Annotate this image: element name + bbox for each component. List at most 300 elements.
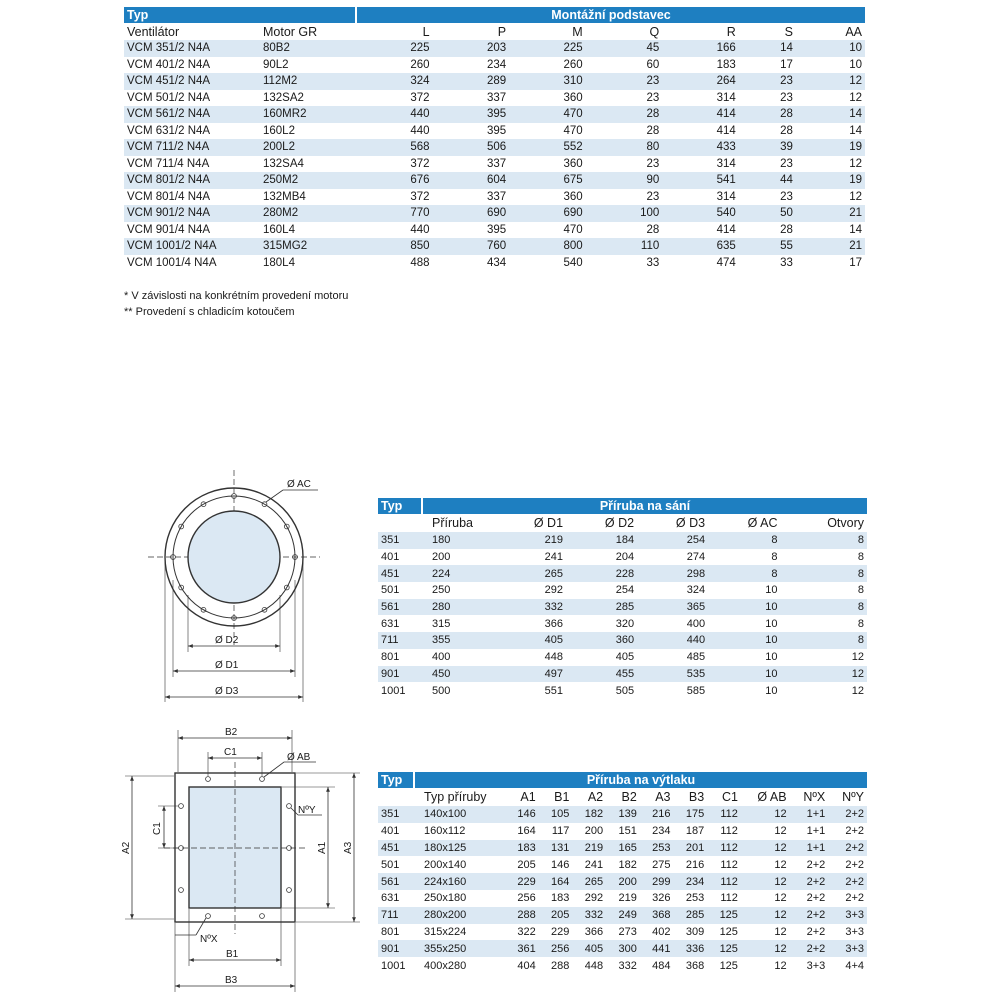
mounting-base-rows — [124, 40, 865, 271]
table-cell: 112 — [707, 840, 741, 857]
table-cell: 3+3 — [828, 907, 867, 924]
table-cell: 23 — [739, 189, 796, 206]
table-cell: 365 — [637, 599, 708, 616]
table-cell: 2+2 — [828, 840, 867, 857]
table-cell: 360 — [509, 90, 586, 107]
column-header: P — [433, 23, 510, 40]
column-header: Q — [586, 23, 663, 40]
column-header-row — [124, 23, 865, 40]
bolt-hole — [260, 914, 265, 919]
table-cell: 337 — [433, 156, 510, 173]
table-cell: 351 — [378, 532, 422, 549]
table-cell: 265 — [495, 565, 566, 582]
bolt-holes — [171, 494, 298, 621]
table-cell: 288 — [505, 907, 539, 924]
table-cell: 2+2 — [828, 873, 867, 890]
table-cell: 28 — [586, 222, 663, 239]
table-cell: 201 — [674, 840, 708, 857]
table-cell: 14 — [796, 222, 865, 239]
table-cell: 395 — [433, 222, 510, 239]
table-cell: 254 — [637, 532, 708, 549]
table-group-header: Příruba na výtlaku — [414, 772, 867, 788]
table-cell: 216 — [674, 856, 708, 873]
table-cell: 260 — [509, 57, 586, 74]
table-cell: 360 — [509, 189, 586, 206]
bolt-hole — [179, 888, 184, 893]
table-cell: 12 — [741, 890, 790, 907]
column-header-row — [378, 788, 867, 806]
table-cell: 2+2 — [828, 823, 867, 840]
table-cell: 440 — [356, 123, 433, 140]
table-group-header: Montážní podstavec — [356, 7, 865, 23]
table-cell: 140x100 — [414, 806, 505, 823]
table-cell: 14 — [796, 106, 865, 123]
table-cell: VCM 1001/4 N4A — [124, 255, 260, 272]
table-cell: 434 — [433, 255, 510, 272]
dimension-label: B2 — [225, 727, 238, 738]
dimension-label: Ø D1 — [215, 660, 239, 671]
table-cell: 541 — [662, 172, 739, 189]
table-cell: 400 — [422, 649, 495, 666]
column-header: Ø AC — [708, 514, 780, 532]
table-typ-header: Typ — [124, 7, 356, 23]
table-cell: 45 — [586, 40, 663, 57]
table-cell: 10 — [708, 599, 780, 616]
table-cell: 151 — [606, 823, 640, 840]
table-cell: 12 — [741, 856, 790, 873]
table-cell: 132MB4 — [260, 189, 356, 206]
table-cell: 488 — [356, 255, 433, 272]
table-row — [378, 873, 867, 890]
table-row — [378, 856, 867, 873]
table-row — [124, 139, 865, 156]
table-cell: 2+2 — [790, 940, 829, 957]
table-cell: 506 — [433, 139, 510, 156]
bolt-hole — [206, 914, 211, 919]
table-row — [124, 222, 865, 239]
table-cell: 372 — [356, 156, 433, 173]
table-cell: 631 — [378, 890, 414, 907]
table-cell: 175 — [674, 806, 708, 823]
table-cell: 112 — [707, 890, 741, 907]
table-cell: 105 — [539, 806, 573, 823]
suction-flange-rows — [378, 532, 867, 699]
table-cell: 132SA2 — [260, 90, 356, 107]
table-cell: 125 — [707, 940, 741, 957]
table-cell: 8 — [708, 565, 780, 582]
bolt-hole — [293, 555, 298, 560]
table-cell: 183 — [662, 57, 739, 74]
table-cell: 260 — [356, 57, 433, 74]
table-cell: 10 — [708, 682, 780, 699]
table-cell: 8 — [781, 582, 867, 599]
table-cell: 200 — [606, 873, 640, 890]
column-header: R — [662, 23, 739, 40]
table-row — [378, 615, 867, 632]
table-cell: 224 — [422, 565, 495, 582]
table-cell: 264 — [662, 73, 739, 90]
table-row — [124, 123, 865, 140]
column-header: A3 — [640, 788, 674, 806]
table-cell: 280 — [422, 599, 495, 616]
flange-inner-ring — [173, 496, 295, 618]
table-cell: 285 — [674, 907, 708, 924]
table-row — [378, 924, 867, 941]
table-cell: 2+2 — [828, 890, 867, 907]
table-cell: 12 — [741, 957, 790, 974]
table-row — [378, 890, 867, 907]
table-row — [378, 907, 867, 924]
column-header: A2 — [572, 788, 606, 806]
table-cell: 80 — [586, 139, 663, 156]
table-cell: 690 — [509, 205, 586, 222]
footnote: * V závislosti na konkrétním provedení motoru — [124, 290, 349, 302]
column-header: M — [509, 23, 586, 40]
table-cell: 180x125 — [414, 840, 505, 857]
table-cell: 28 — [739, 123, 796, 140]
table-cell: 184 — [566, 532, 637, 549]
table-cell: 1001 — [378, 957, 414, 974]
table-cell: 187 — [674, 823, 708, 840]
table-cell: 711 — [378, 907, 414, 924]
table-cell: 10 — [796, 40, 865, 57]
table-cell: 292 — [495, 582, 566, 599]
table-cell: 100 — [586, 205, 663, 222]
table-cell: VCM 801/4 N4A — [124, 189, 260, 206]
table-cell: 631 — [378, 615, 422, 632]
flange-outer-ring — [165, 488, 303, 626]
table-cell: 332 — [572, 907, 606, 924]
dimension-label: B1 — [226, 949, 239, 960]
table-cell: 470 — [509, 106, 586, 123]
table-cell: 28 — [586, 123, 663, 140]
table-cell: 183 — [505, 840, 539, 857]
table-cell: 395 — [433, 106, 510, 123]
table-typ-header: Typ — [378, 772, 414, 788]
table-cell: 12 — [741, 907, 790, 924]
table-cell: 711 — [378, 632, 422, 649]
table-cell: 125 — [707, 957, 741, 974]
dimension-label: Ø D3 — [215, 686, 239, 697]
table-cell: 21 — [796, 205, 865, 222]
table-cell: 405 — [566, 649, 637, 666]
table-cell: 253 — [640, 840, 674, 857]
table-cell: 366 — [572, 924, 606, 941]
rectangular-flange-drawing — [125, 730, 360, 992]
table-cell: 112 — [707, 806, 741, 823]
table-cell: 205 — [539, 907, 573, 924]
table-cell: 2+2 — [790, 890, 829, 907]
table-cell: 21 — [796, 238, 865, 255]
table-cell: 470 — [509, 123, 586, 140]
table-cell: 23 — [586, 189, 663, 206]
bolt-hole — [262, 607, 267, 612]
table-cell: 760 — [433, 238, 510, 255]
bolt-hole — [284, 585, 289, 590]
table-cell: 470 — [509, 222, 586, 239]
table-cell: 3+3 — [828, 940, 867, 957]
table-row — [124, 90, 865, 107]
table-cell: 132SA4 — [260, 156, 356, 173]
column-header: Ø D1 — [495, 514, 566, 532]
table-cell: 280x200 — [414, 907, 505, 924]
column-header: B2 — [606, 788, 640, 806]
table-cell: 315 — [422, 615, 495, 632]
table-cell: 440 — [637, 632, 708, 649]
bolt-hole — [179, 846, 184, 851]
table-cell: 451 — [378, 565, 422, 582]
table-cell: 8 — [781, 615, 867, 632]
table-cell: 90 — [586, 172, 663, 189]
table-cell: 12 — [781, 649, 867, 666]
table-cell: 33 — [739, 255, 796, 272]
table-cell: 10 — [708, 632, 780, 649]
dimension-label: Ø D2 — [215, 635, 239, 646]
table-cell: 2+2 — [790, 873, 829, 890]
table-cell: 12 — [741, 924, 790, 941]
table-cell: 402 — [640, 924, 674, 941]
table-cell: 12 — [781, 682, 867, 699]
table-cell: 300 — [606, 940, 640, 957]
table-cell: 250M2 — [260, 172, 356, 189]
table-cell: 60 — [586, 57, 663, 74]
table-cell: 180L4 — [260, 255, 356, 272]
table-cell: 55 — [739, 238, 796, 255]
table-cell: 561 — [378, 599, 422, 616]
flange-outer-frame — [175, 773, 295, 922]
table-cell: 337 — [433, 189, 510, 206]
table-cell: 146 — [539, 856, 573, 873]
table-cell: 405 — [572, 940, 606, 957]
bolt-hole — [284, 524, 289, 529]
table-row — [124, 172, 865, 189]
table-cell: 4+4 — [828, 957, 867, 974]
table-cell: 401 — [378, 823, 414, 840]
table-cell: 23 — [586, 90, 663, 107]
table-cell: 8 — [781, 599, 867, 616]
dimension-label: C1 — [224, 747, 237, 758]
table-cell: 337 — [433, 90, 510, 107]
table-cell: 253 — [674, 890, 708, 907]
column-header: Ø AB — [741, 788, 790, 806]
table-cell: 551 — [495, 682, 566, 699]
table-cell: 39 — [739, 139, 796, 156]
dimension-label: NºX — [200, 934, 218, 945]
table-cell: 23 — [739, 73, 796, 90]
table-cell: 351 — [378, 806, 414, 823]
bolt-holes — [179, 777, 292, 919]
table-cell: 241 — [572, 856, 606, 873]
mounting-base-table — [124, 7, 865, 271]
table-cell: 552 — [509, 139, 586, 156]
table-cell: 585 — [637, 682, 708, 699]
table-cell: 14 — [796, 123, 865, 140]
table-cell: 314 — [662, 90, 739, 107]
bolt-hole — [171, 555, 176, 560]
table-cell: 164 — [505, 823, 539, 840]
table-cell: 8 — [781, 632, 867, 649]
table-cell: 256 — [539, 940, 573, 957]
table-cell: 160L4 — [260, 222, 356, 239]
bolt-hole — [287, 804, 292, 809]
table-cell: 164 — [539, 873, 573, 890]
footnote: ** Provedení s chladicím kotoučem — [124, 306, 295, 318]
table-cell: 314 — [662, 156, 739, 173]
table-cell: 497 — [495, 666, 566, 683]
table-cell: 224x160 — [414, 873, 505, 890]
column-header: B1 — [539, 788, 573, 806]
table-cell: 165 — [606, 840, 640, 857]
column-header: Příruba — [422, 514, 495, 532]
table-cell: 3+3 — [790, 957, 829, 974]
table-cell: 801 — [378, 924, 414, 941]
table-cell: 320 — [566, 615, 637, 632]
dimension-label: Ø AB — [287, 752, 311, 763]
table-cell: 23 — [586, 73, 663, 90]
column-header: Motor GR — [260, 23, 356, 40]
table-cell: 241 — [495, 549, 566, 566]
table-cell: 372 — [356, 189, 433, 206]
table-cell: 404 — [505, 957, 539, 974]
table-cell: 280M2 — [260, 205, 356, 222]
table-cell: 1+1 — [790, 823, 829, 840]
table-cell: 322 — [505, 924, 539, 941]
table-cell: 80B2 — [260, 40, 356, 57]
column-header: NºY — [828, 788, 867, 806]
bolt-hole — [179, 804, 184, 809]
table-cell: 332 — [495, 599, 566, 616]
table-cell: 324 — [356, 73, 433, 90]
table-cell: 690 — [433, 205, 510, 222]
table-cell: 440 — [356, 222, 433, 239]
table-cell: 219 — [572, 840, 606, 857]
table-row — [124, 205, 865, 222]
table-cell: 200L2 — [260, 139, 356, 156]
table-cell: 12 — [796, 73, 865, 90]
table-cell: 292 — [572, 890, 606, 907]
flange-opening — [188, 511, 280, 603]
table-cell: 12 — [781, 666, 867, 683]
bolt-hole — [179, 585, 184, 590]
table-cell: 414 — [662, 106, 739, 123]
table-cell: 324 — [637, 582, 708, 599]
table-cell: VCM 351/2 N4A — [124, 40, 260, 57]
table-cell: 131 — [539, 840, 573, 857]
table-cell: 360 — [566, 632, 637, 649]
column-header-row — [378, 514, 867, 532]
table-cell: 273 — [606, 924, 640, 941]
table-cell: 250x180 — [414, 890, 505, 907]
table-cell: 501 — [378, 856, 414, 873]
table-cell: 901 — [378, 666, 422, 683]
table-cell: 12 — [741, 940, 790, 957]
table-cell: 604 — [433, 172, 510, 189]
table-cell: 12 — [796, 189, 865, 206]
table-cell: 228 — [566, 565, 637, 582]
table-row — [124, 40, 865, 57]
column-header — [378, 788, 414, 806]
table-row — [378, 649, 867, 666]
table-cell: 336 — [674, 940, 708, 957]
bolt-hole — [260, 777, 265, 782]
table-cell: 10 — [708, 615, 780, 632]
table-cell: 414 — [662, 123, 739, 140]
table-cell: 125 — [707, 907, 741, 924]
table-cell: 400 — [637, 615, 708, 632]
table-row — [124, 73, 865, 90]
table-cell: 229 — [539, 924, 573, 941]
dimension-label: A1 — [317, 841, 328, 854]
footnotes — [124, 288, 348, 320]
table-cell: 561 — [378, 873, 414, 890]
table-cell: 1001 — [378, 682, 422, 699]
dimension-label: NºY — [298, 805, 316, 816]
table-cell: VCM 631/2 N4A — [124, 123, 260, 140]
table-cell: 535 — [637, 666, 708, 683]
table-cell: 2+2 — [790, 924, 829, 941]
table-cell: 2+2 — [828, 856, 867, 873]
table-cell: 332 — [606, 957, 640, 974]
table-cell: 3+3 — [828, 924, 867, 941]
table-cell: 405 — [495, 632, 566, 649]
round-flange-drawing — [148, 470, 320, 702]
column-header: AA — [796, 23, 865, 40]
table-cell: VCM 451/2 N4A — [124, 73, 260, 90]
table-cell: 200x140 — [414, 856, 505, 873]
table-cell: 160L2 — [260, 123, 356, 140]
table-row — [378, 549, 867, 566]
column-header: Typ příruby — [414, 788, 505, 806]
table-cell: 1+1 — [790, 806, 829, 823]
table-cell: 2+2 — [790, 856, 829, 873]
column-header: Ø D3 — [637, 514, 708, 532]
table-cell: 288 — [539, 957, 573, 974]
table-cell: 355x250 — [414, 940, 505, 957]
bolt-hole — [287, 888, 292, 893]
table-cell: 112 — [707, 856, 741, 873]
table-cell: 568 — [356, 139, 433, 156]
bolt-hole — [201, 607, 206, 612]
table-cell: 146 — [505, 806, 539, 823]
table-row — [378, 565, 867, 582]
table-cell: 90L2 — [260, 57, 356, 74]
table-cell: 289 — [433, 73, 510, 90]
table-cell: 250 — [422, 582, 495, 599]
table-cell: 112 — [707, 823, 741, 840]
bolt-hole — [262, 502, 267, 507]
table-cell: 448 — [495, 649, 566, 666]
table-cell: 182 — [606, 856, 640, 873]
table-cell: 160x112 — [414, 823, 505, 840]
table-cell: 485 — [637, 649, 708, 666]
table-cell: VCM 711/2 N4A — [124, 139, 260, 156]
suction-flange-table — [378, 498, 867, 699]
table-cell: VCM 501/2 N4A — [124, 90, 260, 107]
table-cell: 448 — [572, 957, 606, 974]
column-header: Ø D2 — [566, 514, 637, 532]
table-cell: 254 — [566, 582, 637, 599]
table-cell: 474 — [662, 255, 739, 272]
table-cell: 256 — [505, 890, 539, 907]
column-header — [378, 514, 422, 532]
table-cell: 850 — [356, 238, 433, 255]
table-cell: 265 — [572, 873, 606, 890]
table-cell: 326 — [640, 890, 674, 907]
table-cell: 200 — [422, 549, 495, 566]
table-row — [378, 840, 867, 857]
table-row — [124, 255, 865, 272]
column-header: Otvory — [781, 514, 867, 532]
